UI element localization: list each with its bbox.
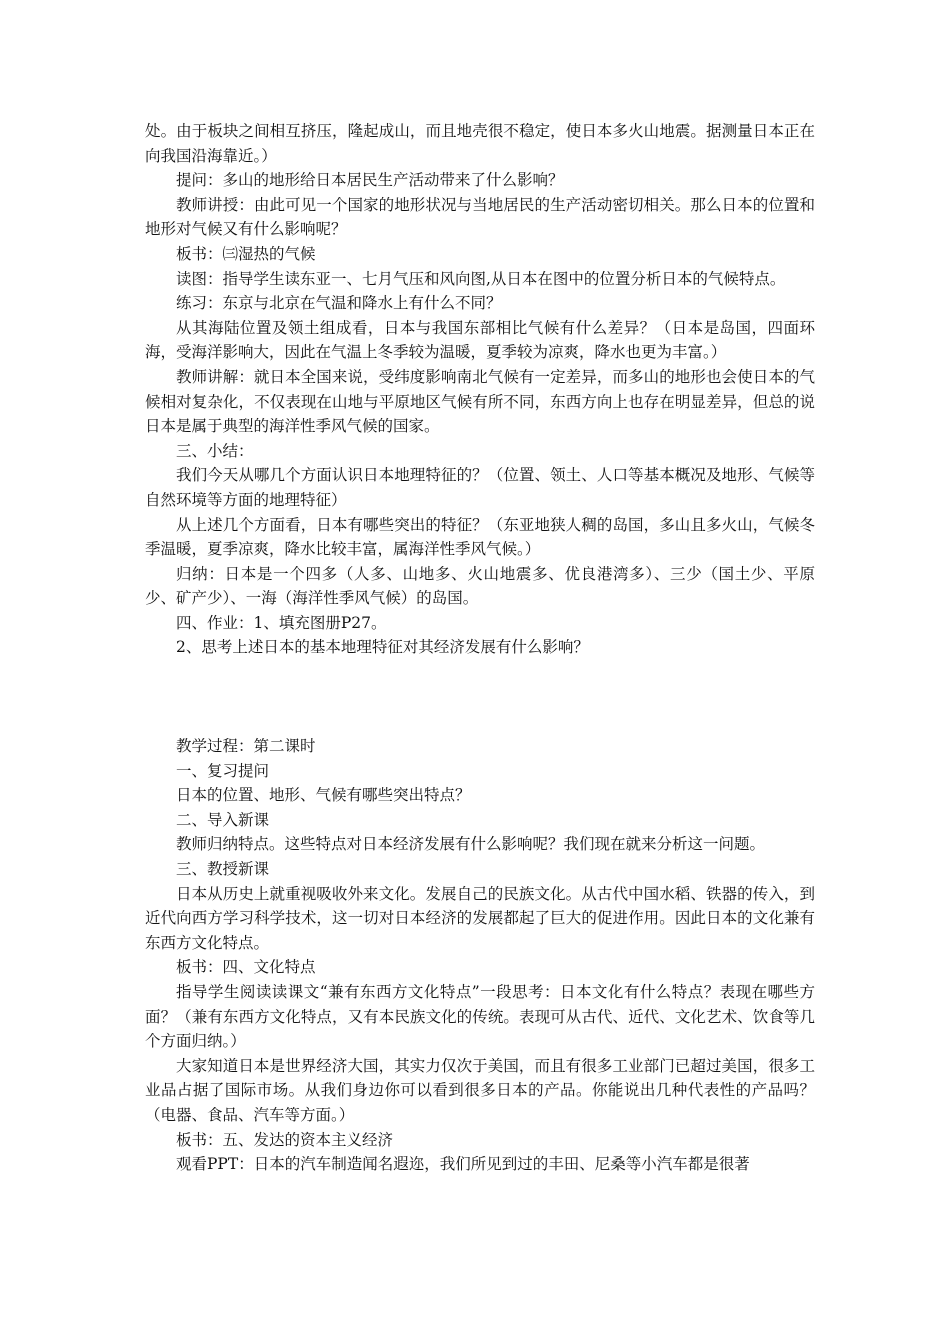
paragraph: 提问：多山的地形给日本居民生产活动带来了什么影响？ xyxy=(176,171,564,190)
paragraph: 2、思考上述日本的基本地理特征对其经济发展有什么影响？ xyxy=(176,638,589,657)
section-gap xyxy=(145,660,815,734)
document-page xyxy=(145,119,815,1177)
paragraph: 板书：五、发达的资本主义经济 xyxy=(176,1130,394,1149)
paragraph: 板书：四、文化特点 xyxy=(176,958,316,977)
paragraph: 一、复习提问 xyxy=(176,761,270,780)
paragraph: 日本从历史上就重视吸收外来文化。发展自己的民族文化。从古代中国水稻、铁器的传入，到近代向西方学习科学技术，这一切对日本经济的发展都起了巨大的促进作用。因此日本的文化兼有东西方文化特点。 xyxy=(145,884,815,952)
section-second-lesson xyxy=(145,734,815,1177)
paragraph: 观看PPT：日本的汽车制造闻名遐迩，我们所见到过的丰田、尼桑等小汽车都是很著 xyxy=(176,1155,750,1174)
paragraph: 教师讲授：由此可见一个国家的地形状况与当地居民的生产活动密切相关。那么日本的位置和地形对气候又有什么影响呢？ xyxy=(145,195,815,239)
paragraph: 归纳：日本是一个四多（人多、山地多、火山地震多、优良港湾多）、三少（国土少、平原少、矿产少）、一海（海洋性季风气候）的岛国。 xyxy=(145,564,815,608)
paragraph: 处。由于板块之间相互挤压，隆起成山，而且地壳很不稳定，使日本多火山地震。据测量日本正在向我国沿海靠近。） xyxy=(145,122,815,165)
paragraph: 三、教授新课 xyxy=(176,860,270,879)
paragraph: 指导学生阅读读课文“兼有东西方文化特点”一段思考：日本文化有什么特点？表现在哪些方面？（兼有东西方文化特点，又有本民族文化的传统。表现可从古代、近代、文化艺术、饮食等几个方面归纳。） xyxy=(145,983,815,1051)
paragraph: 四、作业：1、填充图册P27。 xyxy=(176,613,387,632)
paragraph: 练习：东京与北京在气温和降水上有什么不同？ xyxy=(176,294,502,313)
paragraph: 大家知道日本是世界经济大国，其实力仅次于美国，而且有很多工业部门已超过美国，很多工业品占据了国际市场。从我们身边你可以看到很多日本的产品。你能说出几种代表性的产品吗？（电器、食品、汽车等方面。） xyxy=(145,1056,815,1124)
paragraph: 从其海陆位置及领土组成看，日本与我国东部相比气候有什么差异？（日本是岛国，四面环海，受海洋影响大，因此在气温上冬季较为温暖，夏季较为凉爽，降水也更为丰富。） xyxy=(145,318,815,362)
paragraph: 三、小结： xyxy=(176,441,254,460)
paragraph: 二、导入新课 xyxy=(176,810,270,829)
section-first-lesson-end xyxy=(145,119,815,660)
paragraph: 板书：㈢湿热的气候 xyxy=(176,244,316,263)
paragraph: 读图：指导学生读东亚一、七月气压和风向图,从日本在图中的位置分析日本的气候特点。 xyxy=(176,269,786,288)
paragraph: 日本的位置、地形、气候有哪些突出特点？ xyxy=(176,786,471,805)
paragraph: 我们今天从哪几个方面认识日本地理特征的？（位置、领土、人口等基本概况及地形、气候等自然环境等方面的地理特征） xyxy=(145,466,815,509)
paragraph: 从上述几个方面看，日本有哪些突出的特征？（东亚地狭人稠的岛国，多山且多火山，气候冬季温暖，夏季凉爽，降水比较丰富，属海洋性季风气候。） xyxy=(145,515,815,559)
paragraph: 教师讲解：就日本全国来说，受纬度影响南北气候有一定差异，而多山的地形也会使日本的气候相对复杂化，不仅表现在山地与平原地区气候有所不同，东西方向上也存在明显差异，但总的说日本是属于典型的海洋性季风气候的国家。 xyxy=(145,367,815,436)
paragraph: 教师归纳特点。这些特点对日本经济发展有什么影响呢？我们现在就来分析这一问题。 xyxy=(176,835,766,854)
paragraph: 教学过程：第二课时 xyxy=(176,737,316,756)
